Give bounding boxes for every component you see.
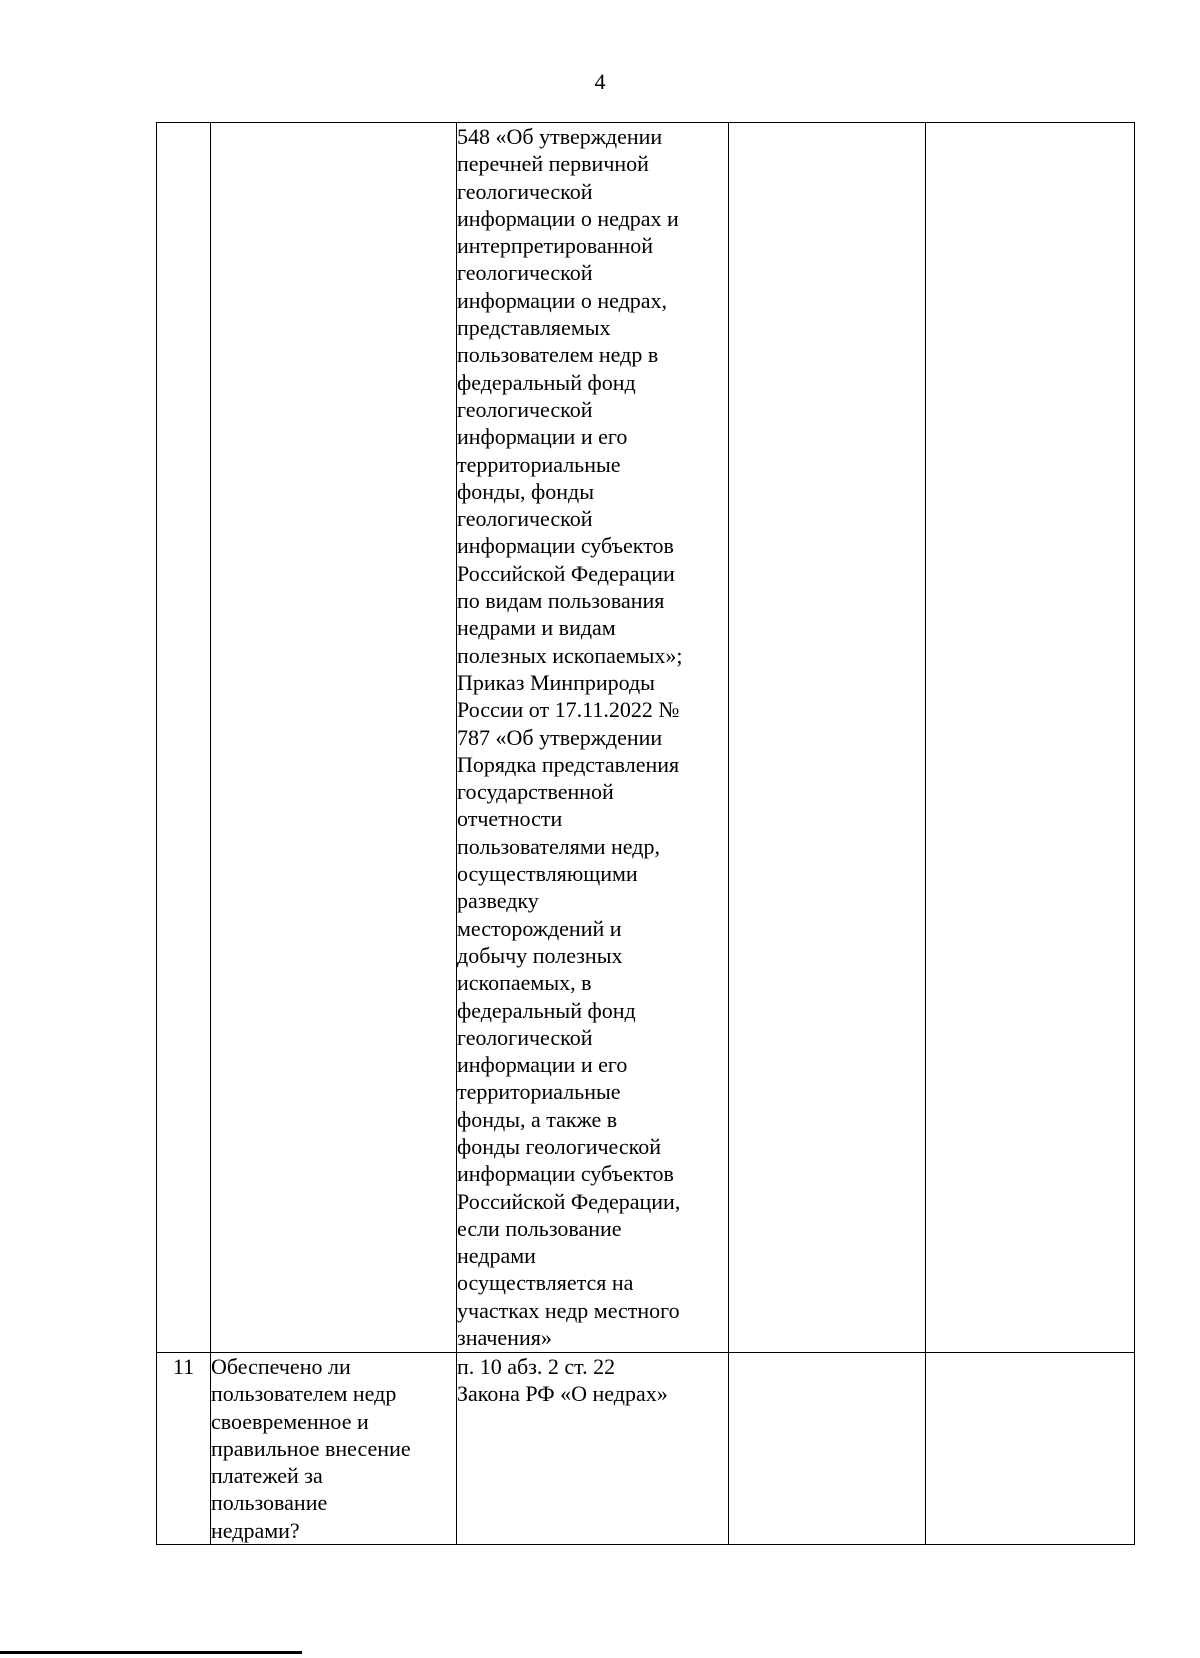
answer-cell	[729, 1353, 926, 1545]
checklist-table	[156, 122, 1135, 1545]
table-row	[157, 123, 1135, 1353]
question-text: Обеспечено ли пользователем недр своевременное и правильное внесение платежей за пользование недрами?	[211, 1354, 411, 1543]
table-row	[157, 1353, 1135, 1545]
question-cell	[211, 123, 457, 1353]
footer-divider	[0, 1651, 302, 1654]
answer-cell	[729, 123, 926, 1353]
reference-text: п. 10 абз. 2 ст. 22 Закона РФ «О недрах»	[457, 1354, 668, 1407]
note-cell	[926, 1353, 1135, 1545]
reference-cell	[457, 1353, 729, 1545]
reference-text: 548 «Об утверждении перечней первичной геологической информации о недрах и интерпретированной геологической информации о недрах, представляемых пользователем недр в федеральный фонд геологической информации и его территориальные фонды, фонды геологической информации субъектов Российской Федерации по видам пользования недрами и видам полезных ископаемых»; Приказ Минприроды России от 17.11.2022 № 787 «Об утверждении Порядка представления государственной отчетности пользователями недр, осуществляющими разведку месторождений и добычу полезных ископаемых, в федеральный фонд геологической информации и его территориальные фонды, а также в фонды геологической информации субъектов Российской Федерации, если пользование недрами осуществляется на участках недр местного значения»	[457, 124, 683, 1351]
note-cell	[926, 123, 1135, 1353]
row-number-cell	[157, 1353, 211, 1545]
row-number-cell	[157, 123, 211, 1353]
question-cell	[211, 1353, 457, 1545]
page-number: 4	[594, 69, 606, 94]
row-number: 11	[172, 1354, 195, 1379]
reference-cell	[457, 123, 729, 1353]
